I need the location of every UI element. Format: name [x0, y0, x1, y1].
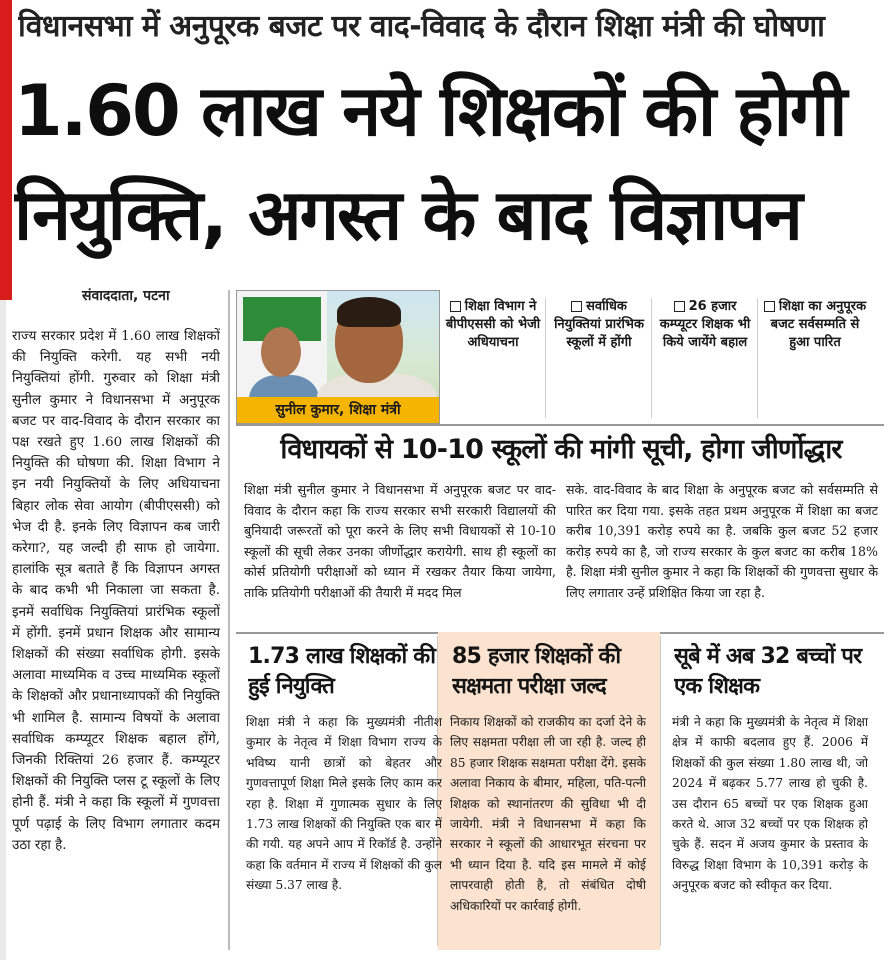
col3-text: मंत्री ने कहा कि मुख्यमंत्री के नेतृत्व में शिक्षा क्षेत्र में काफी बदलाव हुए हैं. 2006 में शिक्षकों की कुल संख्या 1.80 लाख थी, जो 2024 में बढ़कर 5.77 लाख हो चुकी है. उस दौरान 65 बच्चों पर एक शिक्षक हुआ करते थे. आज 32 बच्चों पर एक शिक्षक हो चुके हैं. सदन में अजय कुमार के प्रस्ताव के विरुद्ध शिक्षा विभाग के 10,391 करोड़ के अनुपूरक बजट को स्वीकृत कर दिया.: [672, 715, 868, 893]
mid-text-left: शिक्षा मंत्री सुनील कुमार ने विधानसभा में अनुपूरक बजट पर वाद-विवाद के दौरान कहा कि राज्य सरकार सभी सरकारी विद्यालयों की बुनियादी जरूरतों को पूरा करने के लिए सभी विधायकों से 10-10 स्कूलों की सूची लेकर उनका जीर्णोद्धार करायेगी. साथ ही स्कूलों का कोर्स प्रतियोगी परीक्षाओं को ध्यान में रखकर तैयार किया जायेगा, ताकि प्रतियोगी परीक्षाओं की तैयारी में मदद मिल: [244, 482, 556, 600]
col2-headline: 85 हजार शिक्षकों की सक्षमता परीक्षा जल्द: [452, 644, 621, 699]
sub-headline: विधायकों से 10-10 स्कूलों की मांगी सूची, होगा जीर्णोद्धार: [280, 434, 842, 465]
red-edge-strip: [0, 0, 12, 300]
photo-caption: सुनील कुमार, शिक्षा मंत्री: [237, 397, 439, 423]
headline-line-1: 1.60 लाख नये शिक्षकों की होगी: [14, 70, 846, 152]
byline: संवाददाता, पटना: [82, 288, 170, 304]
highlight-separator: [545, 298, 546, 418]
checkbox-icon: [450, 301, 461, 312]
highlight-separator: [651, 298, 652, 418]
column-divider: [228, 290, 230, 950]
minister-hair: [337, 297, 401, 327]
highlight-2: सर्वाधिक नियुक्तियां प्रारंभिक स्कूलों में होंगी: [554, 299, 644, 350]
col1-text: शिक्षा मंत्री ने कहा कि मुख्यमंत्री नीतीश कुमार के नेतृत्व में शिक्षा विभाग राज्य के भविष्य यानी छात्रों को बेहतर और गुणवत्तापूर्ण शिक्षा मिले इसके लिए काम कर रहा है. शिक्षा में गुणात्मक सुधार के लिए 1.73 लाख शिक्षकों की नियुक्ति एक बार में की गयी. यह अपने आप में रिकॉर्ड है. उन्होंने कहा कि वर्तमान में राज्य में शिक्षकों की कुल संख्या 5.37 लाख है.: [246, 715, 442, 893]
mid-text-right: सके. वाद-विवाद के बाद शिक्षा के अनुपूरक बजट को सर्वसम्मति से पारित कर दिया गया. इसके तहत प्रथम अनुपूरक में शिक्षा का बजट करीब 10,391 करोड़ रुपये का है. जबकि कुल बजट 52 हजार करोड़ रुपये का है, जो राज्य सरकार के कुल बजट का करीब 18% है. शिक्षा मंत्री सुनील कुमार ने कहा कि शिक्षकों की गुणवत्ता सुधार के लिए लगातार उन्हें प्रशिक्षित किया जा रहा है.: [566, 482, 878, 600]
checkbox-icon: [571, 301, 582, 312]
highlight-separator: [757, 298, 758, 418]
lead-article-text: राज्य सरकार प्रदेश में 1.60 लाख शिक्षकों की नियुक्ति करेगी. यह सभी नयी नियुक्तियां होंगी. गुरुवार को शिक्षा मंत्री सुनील कुमार ने विधानसभा में अनुपूरक बजट पर वाद-विवाद के दौरान सरकार का पक्ष रखते हुए 1.60 लाख शिक्षकों की नियुक्ति की घोषणा की. शिक्षा विभाग ने इन नयी नियुक्तियों के लिए अधियाचना बिहार लोक सेवा आयोग (बीपीएससी) को भेज दी है. इनके लिए विज्ञापन कब जारी करेगा?, यह जल्दी ही साफ हो जायेगा. हालांकि सूत्र बताते हैं कि विज्ञापन अगस्त के बाद कभी भी निकाला जा सकता है. इनमें सर्वाधिक नियुक्तियां प्रारंभिक स्कूलों में होंगी. इनमें प्रधान शिक्षक और सामान्य शिक्षकों की संख्या सर्वाधिक होगी. इसके अलावा माध्यमिक व उच्च माध्यमिक स्कूलों के शिक्षकों और प्रधानाध्यापकों की नियुक्ति भी शामिल है. सामान्य विषयों के अलावा सर्वाधिक कम्प्यूटर शिक्षक बहाल होंगे, जिनकी रिक्तियां 26 हजार हैं. कम्प्यूटर शिक्षकों की नियुक्ति प्लस टू स्कूलों के लिए होनी हैं. मंत्री ने कहा कि स्कूलों में गुणवत्ता पूर्ण पढ़ाई के लिए विभाग लगातार कदम उठा रहा है.: [12, 329, 220, 853]
kicker-line: विधानसभा में अनुपूरक बजट पर वाद-विवाद के दौरान शिक्षा मंत्री की घोषणा: [18, 9, 825, 44]
headline-line-2: नियुक्ति, अगस्त के बाद विज्ञापन: [14, 174, 801, 256]
highlight-1: शिक्षा विभाग ने बीपीएससी को भेजी अधियाचना: [445, 299, 541, 350]
person-left-face: [261, 327, 301, 377]
col3-headline: सूबे में अब 32 बच्चों पर एक शिक्षक: [674, 644, 862, 699]
col2-text: निकाय शिक्षकों को राजकीय का दर्जा देने के लिए सक्षमता परीक्षा ली जा रही है. जल्द ही 85 हजार शिक्षक सक्षमता परीक्षा देंगे. इसके अलावा निकाय के बीमार, महिला, पति-पत्नी शिक्षक को स्थानांतरण की सुविधा भी दी जायेगी. मंत्री ने विधानसभा में कहा कि सरकार ने स्कूलों की आधारभूत संरचना पर भी ध्यान दिया है. यदि इस मामले में कोई लापरवाही होती है, तो संबंधित दोषी अधिकारियों पर कार्रवाई होगी.: [450, 715, 646, 913]
checkbox-icon: [674, 301, 685, 312]
grey-edge-strip: [0, 300, 6, 960]
checkbox-icon: [764, 301, 775, 312]
highlight-4: शिक्षा का अनुपूरक बजट सर्वसम्मति से हुआ पारित: [760, 298, 870, 420]
minister-photo: [236, 290, 440, 424]
column-divider: [660, 636, 661, 946]
highlight-3: 26 हजार कम्प्यूटर शिक्षक भी किये जायेंगे बहाल: [659, 299, 751, 350]
col1-headline: 1.73 लाख शिक्षकों की हुई नियुक्ति: [248, 644, 436, 699]
